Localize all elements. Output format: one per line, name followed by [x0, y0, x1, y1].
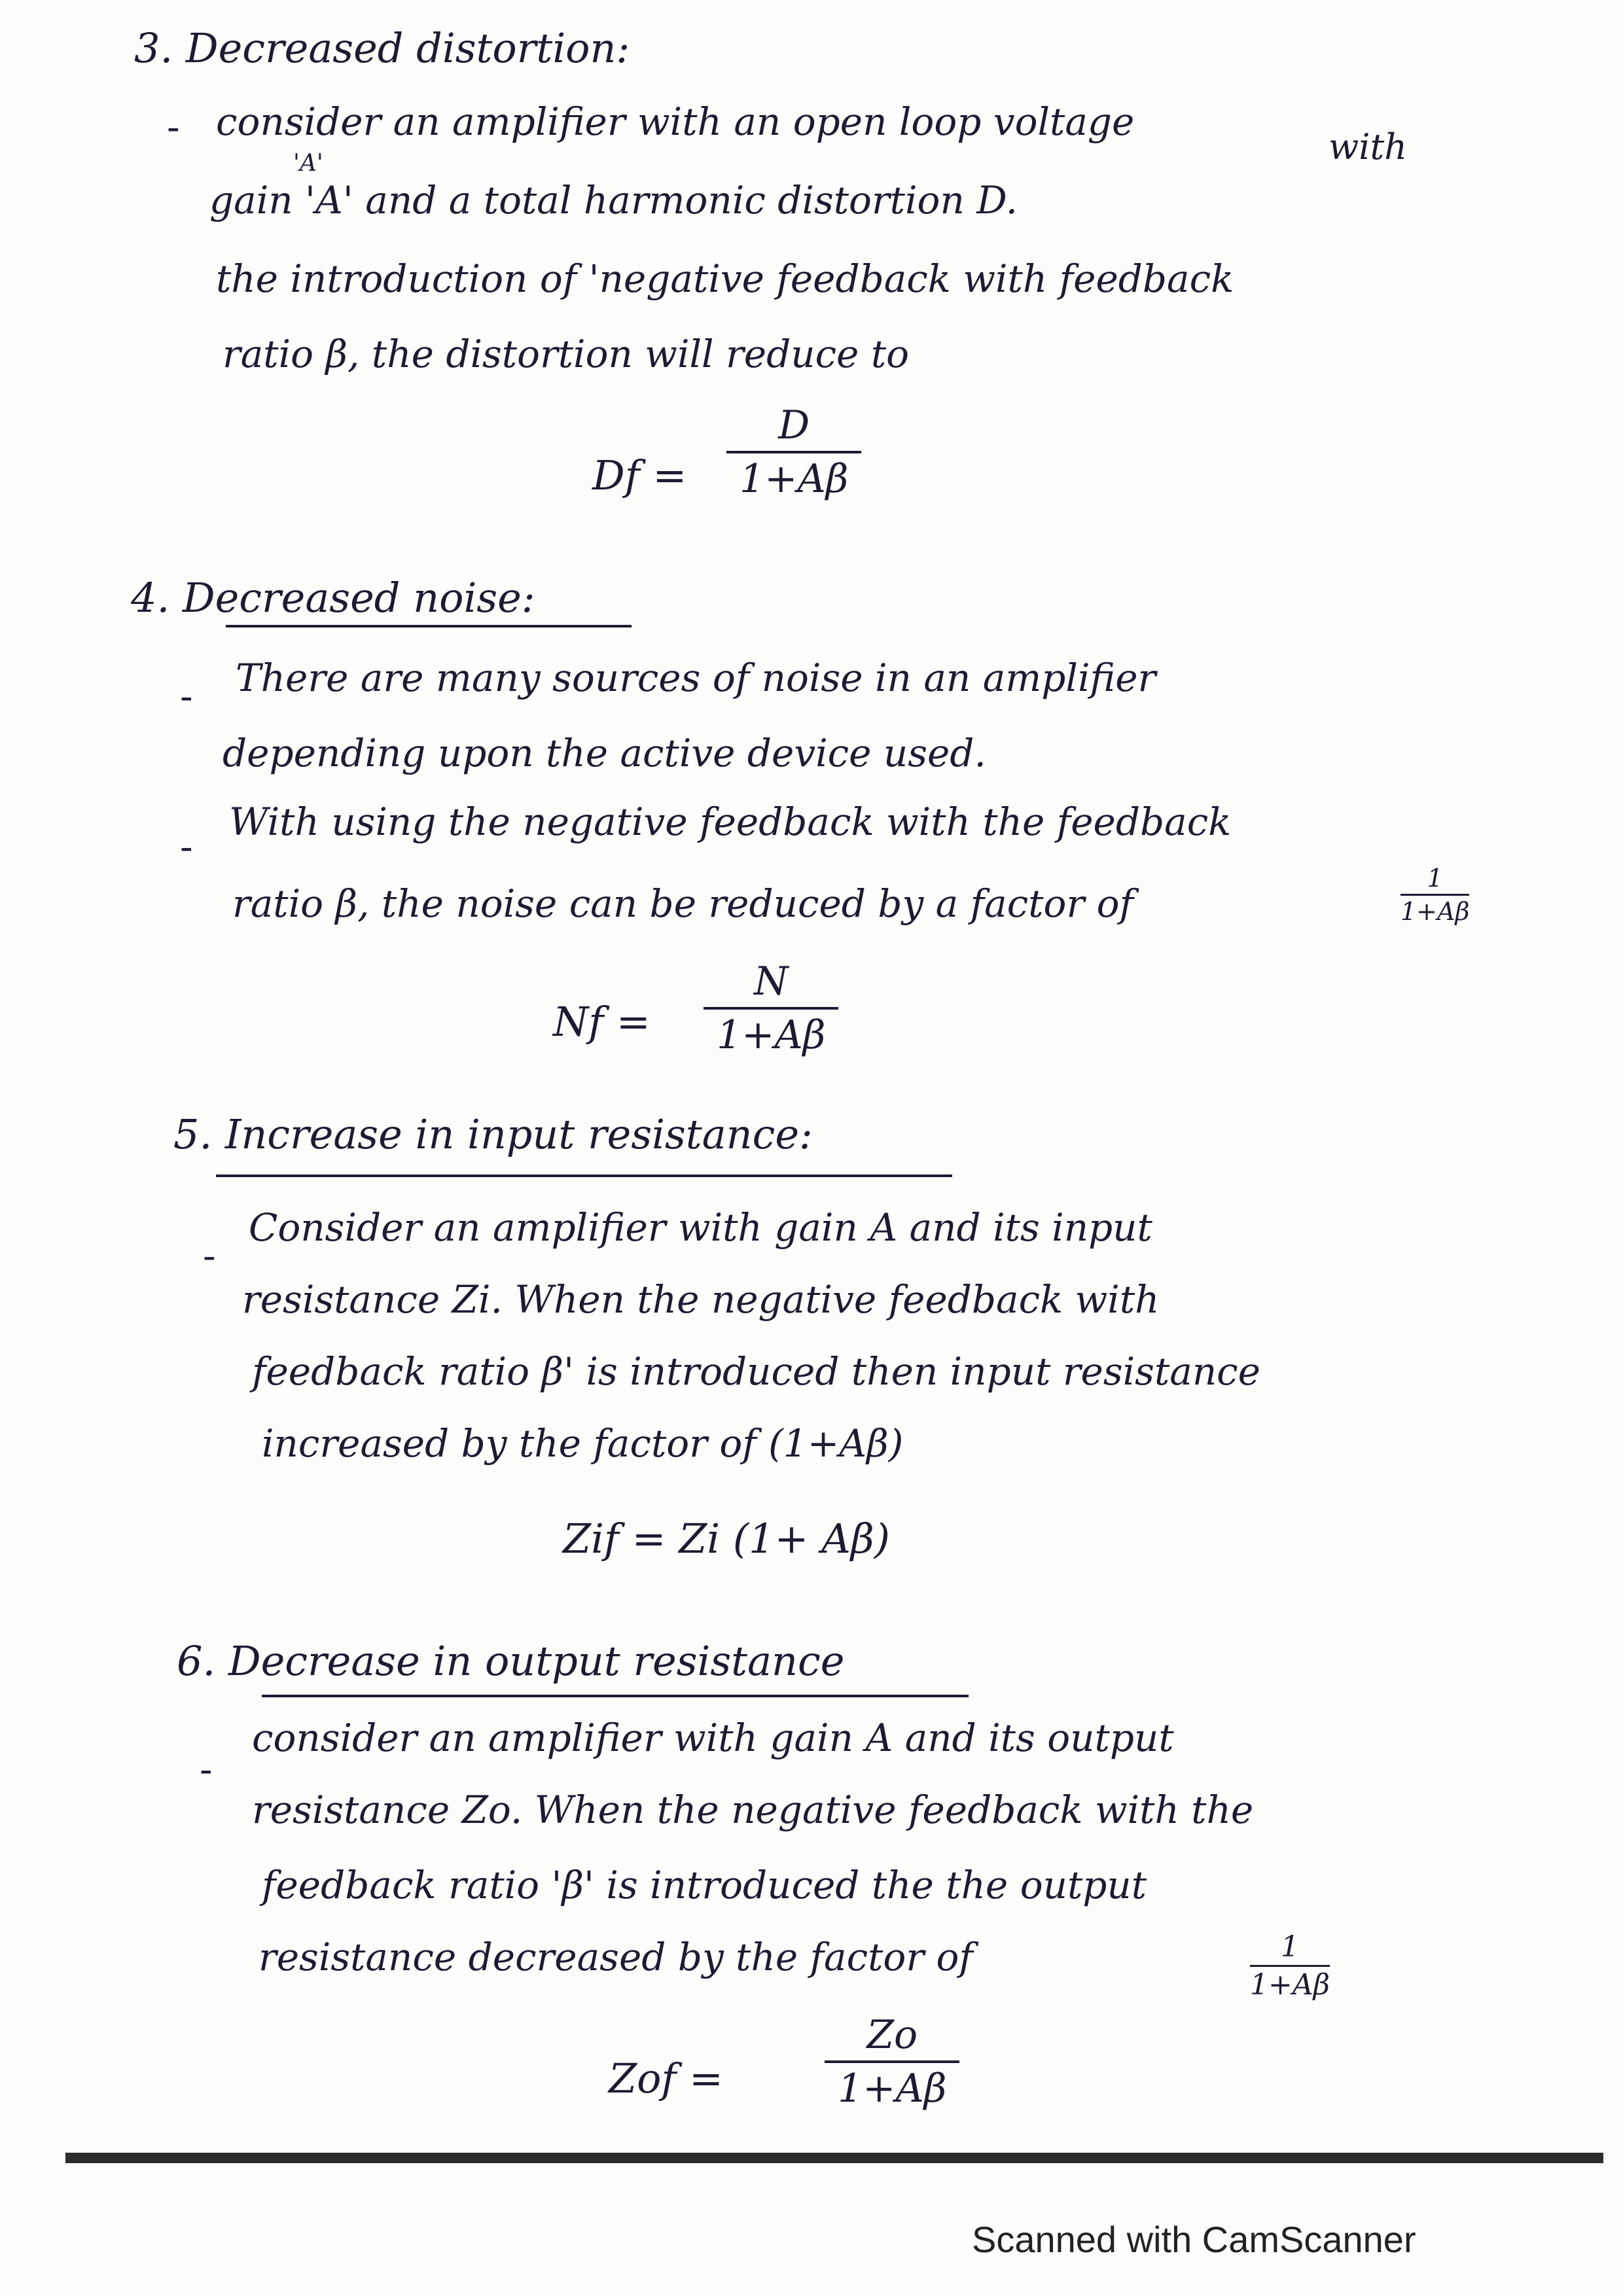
fraction-numerator: 1	[1281, 1930, 1300, 1964]
bullet-dash: -	[180, 824, 193, 869]
section-5-line-3: feedback ratio β' is introduced then input resistance	[252, 1349, 1260, 1394]
section-6-line-3: feedback ratio 'β' is introduced the the output	[262, 1863, 1147, 1907]
fraction-numerator: N	[753, 959, 789, 1004]
fraction-bar	[726, 451, 861, 453]
fraction-denominator: 1+Aβ	[1400, 897, 1470, 926]
section-6-factor-fraction	[1250, 1930, 1330, 2002]
section-3-line-2: gain 'A' and a total harmonic distortion D.	[209, 178, 1018, 222]
section-4-line-3: With using the negative feedback with the feedback	[229, 800, 1232, 844]
section-5-line-4: increased by the factor of (1+Aβ)	[262, 1421, 904, 1466]
fraction-numerator: D	[778, 402, 810, 448]
fraction-denominator: 1+Aβ	[838, 2066, 947, 2111]
camscanner-watermark: Scanned with CamScanner	[972, 2219, 1416, 2260]
bullet-dash: -	[203, 1233, 216, 1278]
section-6-heading: 6. Decrease in output resistance	[177, 1637, 845, 1685]
section-3-annotation-a: 'A'	[293, 150, 323, 177]
fraction-denominator: 1+Aβ	[740, 456, 849, 502]
section-3-line-3: the introduction of 'negative feedback with feedback	[216, 256, 1234, 301]
section-5-heading-underline	[216, 1174, 952, 1177]
section-5-equation: Zif = Zi (1+ Aβ)	[563, 1515, 890, 1563]
bullet-dash: -	[180, 674, 193, 718]
section-5-line-1: Consider an amplifier with gain A and its input	[249, 1205, 1152, 1250]
page-bottom-border	[65, 2153, 1603, 2163]
section-4-heading: 4. Decreased noise:	[131, 574, 535, 622]
fraction-bar	[825, 2060, 959, 2063]
section-6-heading-underline	[262, 1695, 969, 1697]
fraction-denominator: 1+Aβ	[717, 1012, 826, 1058]
section-3-line-4: ratio β, the distortion will reduce to	[223, 332, 910, 376]
fraction-bar	[1250, 1965, 1330, 1967]
section-6-line-2: resistance Zo. When the negative feedback with the	[252, 1788, 1254, 1832]
section-4-line-1: There are many sources of noise in an amplifier	[236, 656, 1156, 700]
section-3-heading: 3. Decreased distortion:	[134, 24, 630, 72]
fraction-bar	[1400, 894, 1469, 896]
bullet-dash: -	[167, 105, 180, 149]
section-3-line-1: consider an amplifier with an open loop voltage	[216, 99, 1135, 144]
section-4-eq-fraction	[704, 959, 838, 1058]
section-6-eq-fraction	[825, 2012, 959, 2111]
section-4-heading-underline	[226, 625, 632, 627]
section-4-line-4: ratio β, the noise can be reduced by a factor of	[232, 881, 1133, 926]
section-6-eq-lhs: Zof =	[609, 2055, 724, 2102]
section-5-heading: 5. Increase in input resistance:	[173, 1110, 813, 1158]
section-5-line-2: resistance Zi. When the negative feedback with	[242, 1277, 1160, 1322]
bullet-dash: -	[200, 1747, 213, 1792]
section-6-line-1: consider an amplifier with gain A and its output	[252, 1716, 1174, 1760]
section-4-factor-fraction	[1400, 864, 1469, 926]
fraction-bar	[704, 1007, 838, 1010]
fraction-numerator: Zo	[866, 2012, 918, 2058]
fraction-denominator: 1+Aβ	[1250, 1968, 1330, 2002]
section-4-eq-lhs: Nf =	[553, 998, 651, 1046]
section-4-line-2: depending upon the active device used.	[223, 731, 986, 775]
section-3-eq-lhs: Df =	[592, 451, 687, 499]
section-3-eq-fraction	[726, 402, 861, 502]
section-6-line-4: resistance decreased by the factor of	[259, 1935, 973, 1979]
fraction-numerator: 1	[1427, 864, 1443, 892]
section-3-with-word: with	[1329, 126, 1407, 168]
